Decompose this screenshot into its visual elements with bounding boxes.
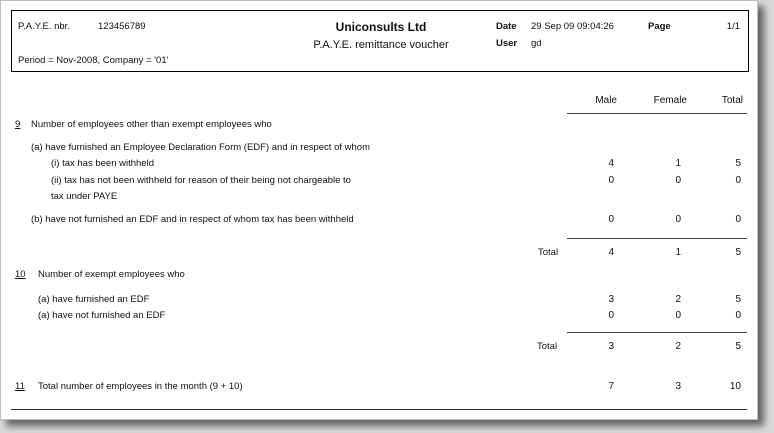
section-9-total-label: Total [538,247,559,258]
s9-b-female: 0 [675,214,681,225]
s10-b-total: 0 [735,310,741,321]
s9-ai-total: 5 [735,158,741,169]
s9-aii-total: 0 [735,175,741,186]
paye-label: P.A.Y.E. nbr. [18,21,70,32]
user-label: User [496,38,518,49]
period-filter: Period = Nov-2008, Company = '01' [18,55,169,66]
section-9a-text: (a) have furnished an Employee Declaration Form (EDF) and in respect of whom [31,142,370,153]
section-9a-i-text: (i) tax has been withheld [51,158,154,169]
s10-total-male: 3 [608,341,614,352]
section-9-total-rule [567,238,747,239]
s9-aii-female: 0 [675,175,681,186]
page-label: Page [648,21,671,32]
section-11-title: Total number of employees in the month (9 + 10) [38,381,243,392]
s10-total-female: 2 [675,341,681,352]
page-number: 1/1 [726,21,740,32]
section-10b-text: (a) have not furnished an EDF [38,310,166,321]
s9-ai-female: 1 [675,158,681,169]
s9-total-male: 4 [608,247,614,258]
s9-ai-male: 4 [608,158,614,169]
section-10-number: 10 [15,269,26,280]
section-9a-ii-text: (ii) tax has not been withheld for reason of their being not chargeable to [51,175,351,186]
section-9-title: Number of employees other than exempt employees who [31,119,272,130]
header-rule [567,113,747,114]
section-10a-text: (a) have furnished an EDF [38,294,150,305]
date-label: Date [496,21,517,32]
s11-total-male: 7 [608,381,614,392]
section-11-number: 11 [15,381,25,392]
s11-total-total: 10 [729,381,741,392]
s10-a-female: 2 [675,294,681,305]
s9-b-total: 0 [735,214,741,225]
s11-total-female: 3 [675,381,681,392]
report-subtitle: P.A.Y.E. remittance voucher [313,39,449,51]
column-male: Male [595,95,617,106]
s10-total-total: 5 [735,341,741,352]
section-9-number: 9 [15,119,21,130]
column-female: Female [653,95,687,106]
section-9a-ii-text-cont: tax under PAYE [51,191,118,202]
s10-b-female: 0 [675,310,681,321]
s10-a-male: 3 [608,294,614,305]
s10-a-total: 5 [735,294,741,305]
company-name: Uniconsults Ltd [335,20,427,34]
s9-b-male: 0 [608,214,614,225]
paye-number: 123456789 [98,21,146,32]
section-10-total-label: Total [537,341,558,352]
user-value: gd [531,38,542,49]
s9-total-total: 5 [735,247,741,258]
section-10-title: Number of exempt employees who [38,269,185,280]
s9-total-female: 1 [675,247,681,258]
section-10-total-rule [567,332,747,333]
s10-b-male: 0 [608,310,614,321]
report-header [11,10,749,72]
bottom-rule [11,409,747,410]
section-9b-text: (b) have not furnished an EDF and in respect of whom tax has been withheld [31,214,354,225]
s9-aii-male: 0 [608,175,614,186]
date-value: 29 Sep 09 09:04:26 [531,21,614,32]
column-total: Total [721,95,743,106]
